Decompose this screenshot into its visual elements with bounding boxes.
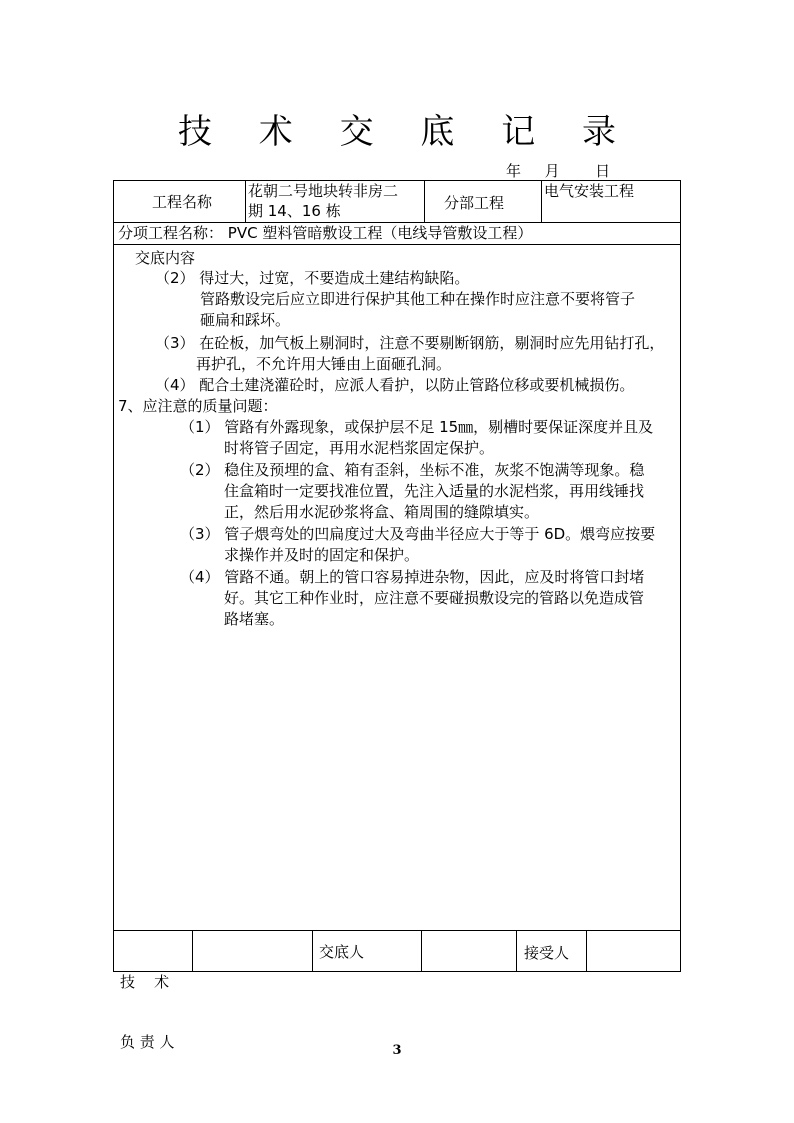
content-line: 砸扁和踩坏。 (200, 311, 291, 329)
division-label: 分部工程 (444, 194, 505, 212)
project-name-value-line1: 花朝二号地块转非房二 (248, 182, 399, 200)
content-line: 求操作并及时的固定和保护。 (224, 546, 420, 564)
section-heading: 7、应注意的质量问题： (118, 397, 278, 415)
tech-lead-label-line1: 技 术 (120, 973, 170, 991)
handover-label: 交底人 (319, 943, 365, 961)
receiver-label: 接受人 (524, 944, 570, 962)
content-line: 时将管子固定，再用水泥档浆固定保护。 (224, 439, 495, 457)
project-name-label: 工程名称 (152, 193, 213, 211)
content-line: （1） 管路有外露现象，或保护层不足 15㎜，剔槽时要保证深度并且及 (180, 418, 654, 436)
date-month: 月 (544, 162, 560, 180)
content-line: 管路敷设完后应立即进行保护其他工种在操作时应注意不要将管子 (200, 290, 636, 308)
content-line: 正，然后用水泥砂浆将盒、箱周围的缝隙填实。 (224, 503, 540, 521)
content-line: 好。其它工种作业时，应注意不要碰损敷设完的管路以免造成管 (224, 589, 645, 607)
date-line (506, 160, 610, 181)
content-line: （4） 配合土建浇灌砼时，应派人看护，以防止管路位移或要机械损伤。 (155, 376, 635, 394)
content-line: （2） 得过大，过宽，不要造成土建结构缺陷。 (155, 269, 470, 287)
page-number: 3 (392, 1043, 402, 1058)
content-line: （3） 管子煨弯处的凹扁度过大及弯曲半径应大于等于 6D。煨弯应按要 (180, 525, 656, 543)
content-heading: 交底内容 (135, 249, 196, 267)
subitem-line: 分项工程名称： PVC 塑料管暗敷设工程（电线导管敷设工程） (118, 224, 533, 242)
project-name-value (248, 181, 398, 221)
tech-lead-label-line2: 负 责 人 (120, 1033, 175, 1051)
record-table (113, 180, 681, 1051)
content-line: （3） 在砼板，加气板上剔洞时，注意不要剔断钢筋，剔洞时应先用钻打孔， (155, 334, 665, 352)
tech-lead-label (120, 932, 175, 1092)
division-value: 电气安装工程 (544, 182, 635, 200)
content-line: 路堵塞。 (224, 610, 285, 628)
project-name-value-line2: 期 14、16 栋 (248, 202, 341, 220)
date-day: 日 (595, 162, 611, 180)
date-year: 年 (506, 162, 522, 180)
content-line: 住盒箱时一定要找准位置，先注入适量的水泥档浆，再用线锤找 (224, 482, 645, 500)
content-line: 再护孔，不允许用大锤由上面砸孔洞。 (196, 355, 452, 373)
content-line: （4） 管路不通。朝上的管口容易掉进杂物，因此，应及时将管口封堵 (180, 568, 645, 586)
document-title: 技 术 交 底 记 录 (177, 112, 635, 152)
content-line: （2） 稳住及预埋的盒、箱有歪斜，坐标不准，灰浆不饱满等现象。稳 (180, 461, 645, 479)
